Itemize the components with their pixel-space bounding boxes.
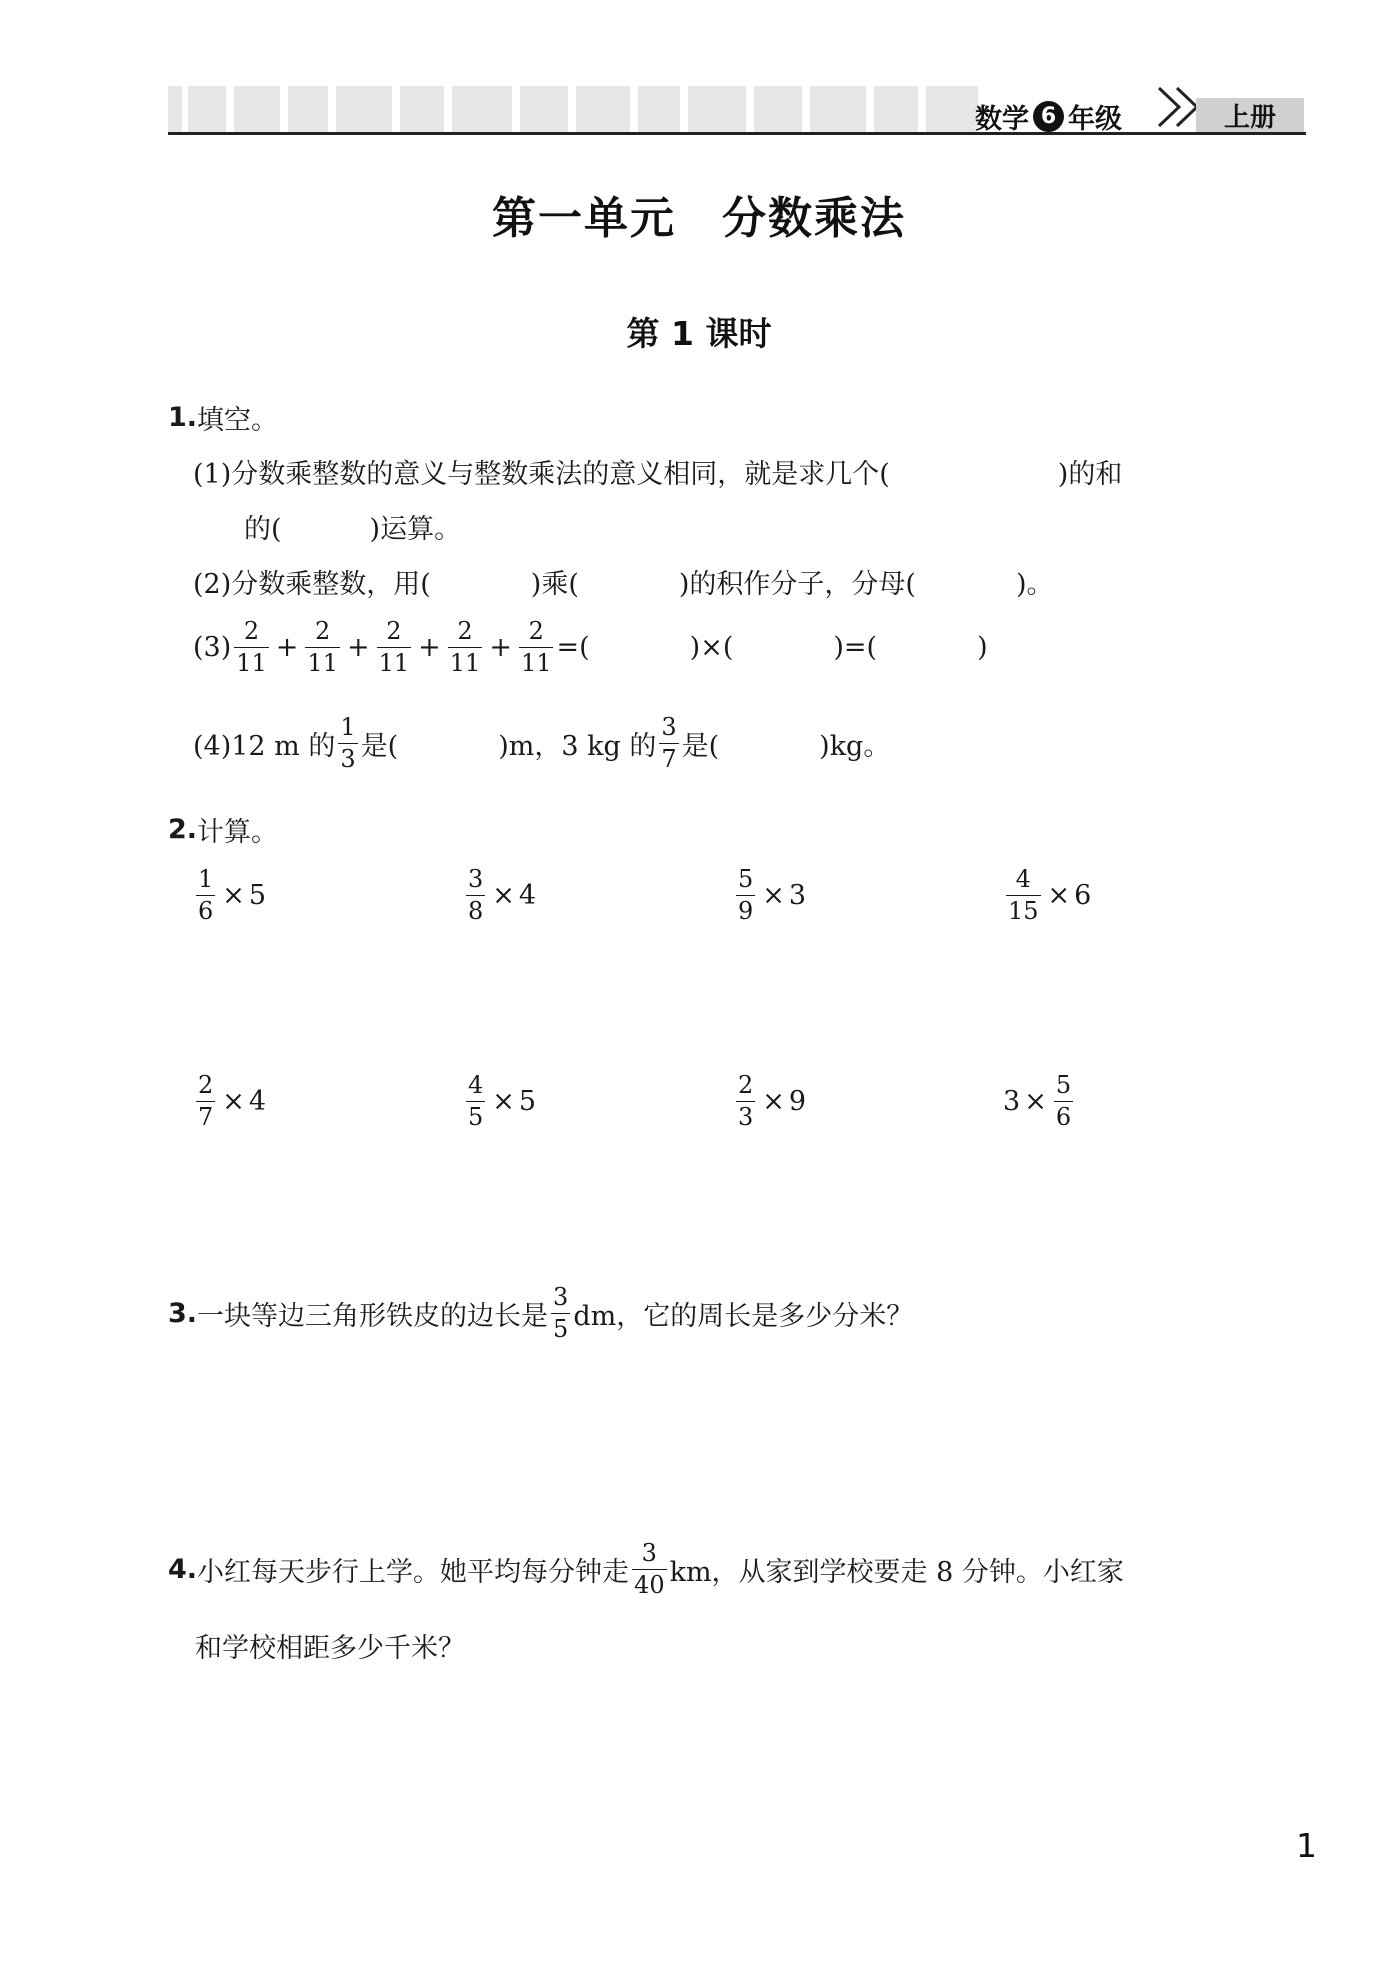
- calc-item: $\frac{1}{6}$ × 5: [198, 865, 267, 925]
- q1-part1-line2: [244, 507, 461, 546]
- plus-sign: +: [418, 631, 441, 663]
- calc-item: $\frac{4}{15}$ × 6: [1008, 865, 1092, 925]
- calc-item: $\frac{2}{3}$ × 9: [738, 1071, 807, 1131]
- q1-part3: [193, 618, 988, 677]
- grade-number-badge: 6: [1033, 101, 1064, 132]
- question-label: 填空。: [197, 405, 279, 436]
- subject-label: 数学: [975, 103, 1029, 135]
- fraction: $\frac{2}{11}$: [307, 617, 338, 677]
- question-3: [168, 1284, 913, 1343]
- q1-part4-text: 是(: [360, 730, 399, 762]
- calc-item: 3 × $\frac{5}{6}$: [1003, 1071, 1072, 1131]
- q1-part1-text: (1)分数乘整数的意义与整数乘法的意义相同，就是求几个(: [193, 459, 890, 490]
- page-number: 1: [1296, 1826, 1317, 1865]
- q1-part3-prefix: (3): [193, 631, 232, 663]
- calc-item: $\frac{3}{8}$ × 4: [468, 865, 537, 925]
- question-text: 小红每天步行上学。她平均每分钟走: [197, 1556, 630, 1588]
- fraction: $\frac{2}{11}$: [378, 617, 410, 677]
- question-number: 2.: [168, 814, 198, 845]
- question-2-heading: [168, 810, 278, 849]
- header-band: [168, 86, 1028, 132]
- question-number: 1.: [168, 402, 198, 433]
- fraction: $\frac{3}{7}$: [661, 713, 677, 773]
- equals-part: )=(: [833, 631, 878, 663]
- question-text: km，从家到学校要走 8 分钟。小红家: [669, 1556, 1124, 1588]
- plus-sign: +: [275, 631, 299, 663]
- q1-part1-text: )的和: [1057, 459, 1123, 490]
- question-4-line2: [195, 1626, 465, 1665]
- header-rule: [168, 132, 1306, 135]
- question-1-heading: [168, 398, 278, 437]
- question-number: 4.: [168, 1553, 198, 1585]
- calc-item: $\frac{5}{9}$ × 3: [738, 865, 807, 925]
- plus-sign: +: [346, 631, 370, 663]
- equals-open: =(: [556, 631, 590, 663]
- q1-part2-text: )的积作分子，分母(: [678, 569, 916, 600]
- question-text: dm，它的周长是多少分米？: [573, 1300, 914, 1332]
- fraction: $\frac{2}{11}$: [520, 617, 552, 677]
- grade-suffix: 年级: [1068, 103, 1122, 135]
- q1-part4-text: (4)12 m 的: [193, 730, 336, 762]
- fraction: $\frac{1}{3}$: [340, 713, 356, 773]
- q1-part4-text: )m，3 kg 的: [498, 730, 657, 762]
- q1-part2-text: )乘(: [530, 569, 579, 600]
- fraction: $\frac{2}{11}$: [449, 617, 481, 677]
- times-part: )×(: [689, 631, 734, 663]
- question-4-line1: [168, 1540, 1124, 1599]
- fraction: $\frac{3}{5}$: [553, 1283, 569, 1343]
- calc-item: $\frac{2}{7}$ × 4: [198, 1071, 267, 1131]
- q1-part4-text: 是(: [681, 730, 720, 762]
- q1-part2-text: (2)分数乘整数，用(: [193, 569, 431, 600]
- lesson-title: 第 1 课时: [626, 314, 772, 353]
- fraction: $\frac{3}{40}$: [634, 1539, 665, 1599]
- q1-part2-text: )。: [1015, 569, 1054, 600]
- question-text: 一块等边三角形铁皮的边长是: [197, 1300, 549, 1332]
- calc-item: $\frac{4}{5}$ × 5: [468, 1071, 537, 1131]
- question-label: 计算。: [197, 817, 279, 848]
- question-number: 3.: [168, 1297, 198, 1329]
- close-paren: ): [977, 631, 988, 663]
- question-text: 和学校相距多少千米？: [195, 1633, 465, 1664]
- term-label: 上册: [1196, 98, 1304, 132]
- q1-part2: [193, 562, 1053, 601]
- unit-title: 第一单元 分数乘法: [492, 193, 906, 244]
- q1-part4-text: )kg。: [819, 730, 891, 762]
- q1-part4: [193, 714, 890, 773]
- fraction: $\frac{2}{11}$: [236, 617, 267, 677]
- plus-sign: +: [489, 631, 512, 663]
- header-label: [975, 96, 1122, 136]
- q1-part1-text: 的(: [244, 514, 282, 545]
- q1-part1-text: )运算。: [369, 514, 462, 545]
- q1-part1-line1: [193, 452, 1122, 491]
